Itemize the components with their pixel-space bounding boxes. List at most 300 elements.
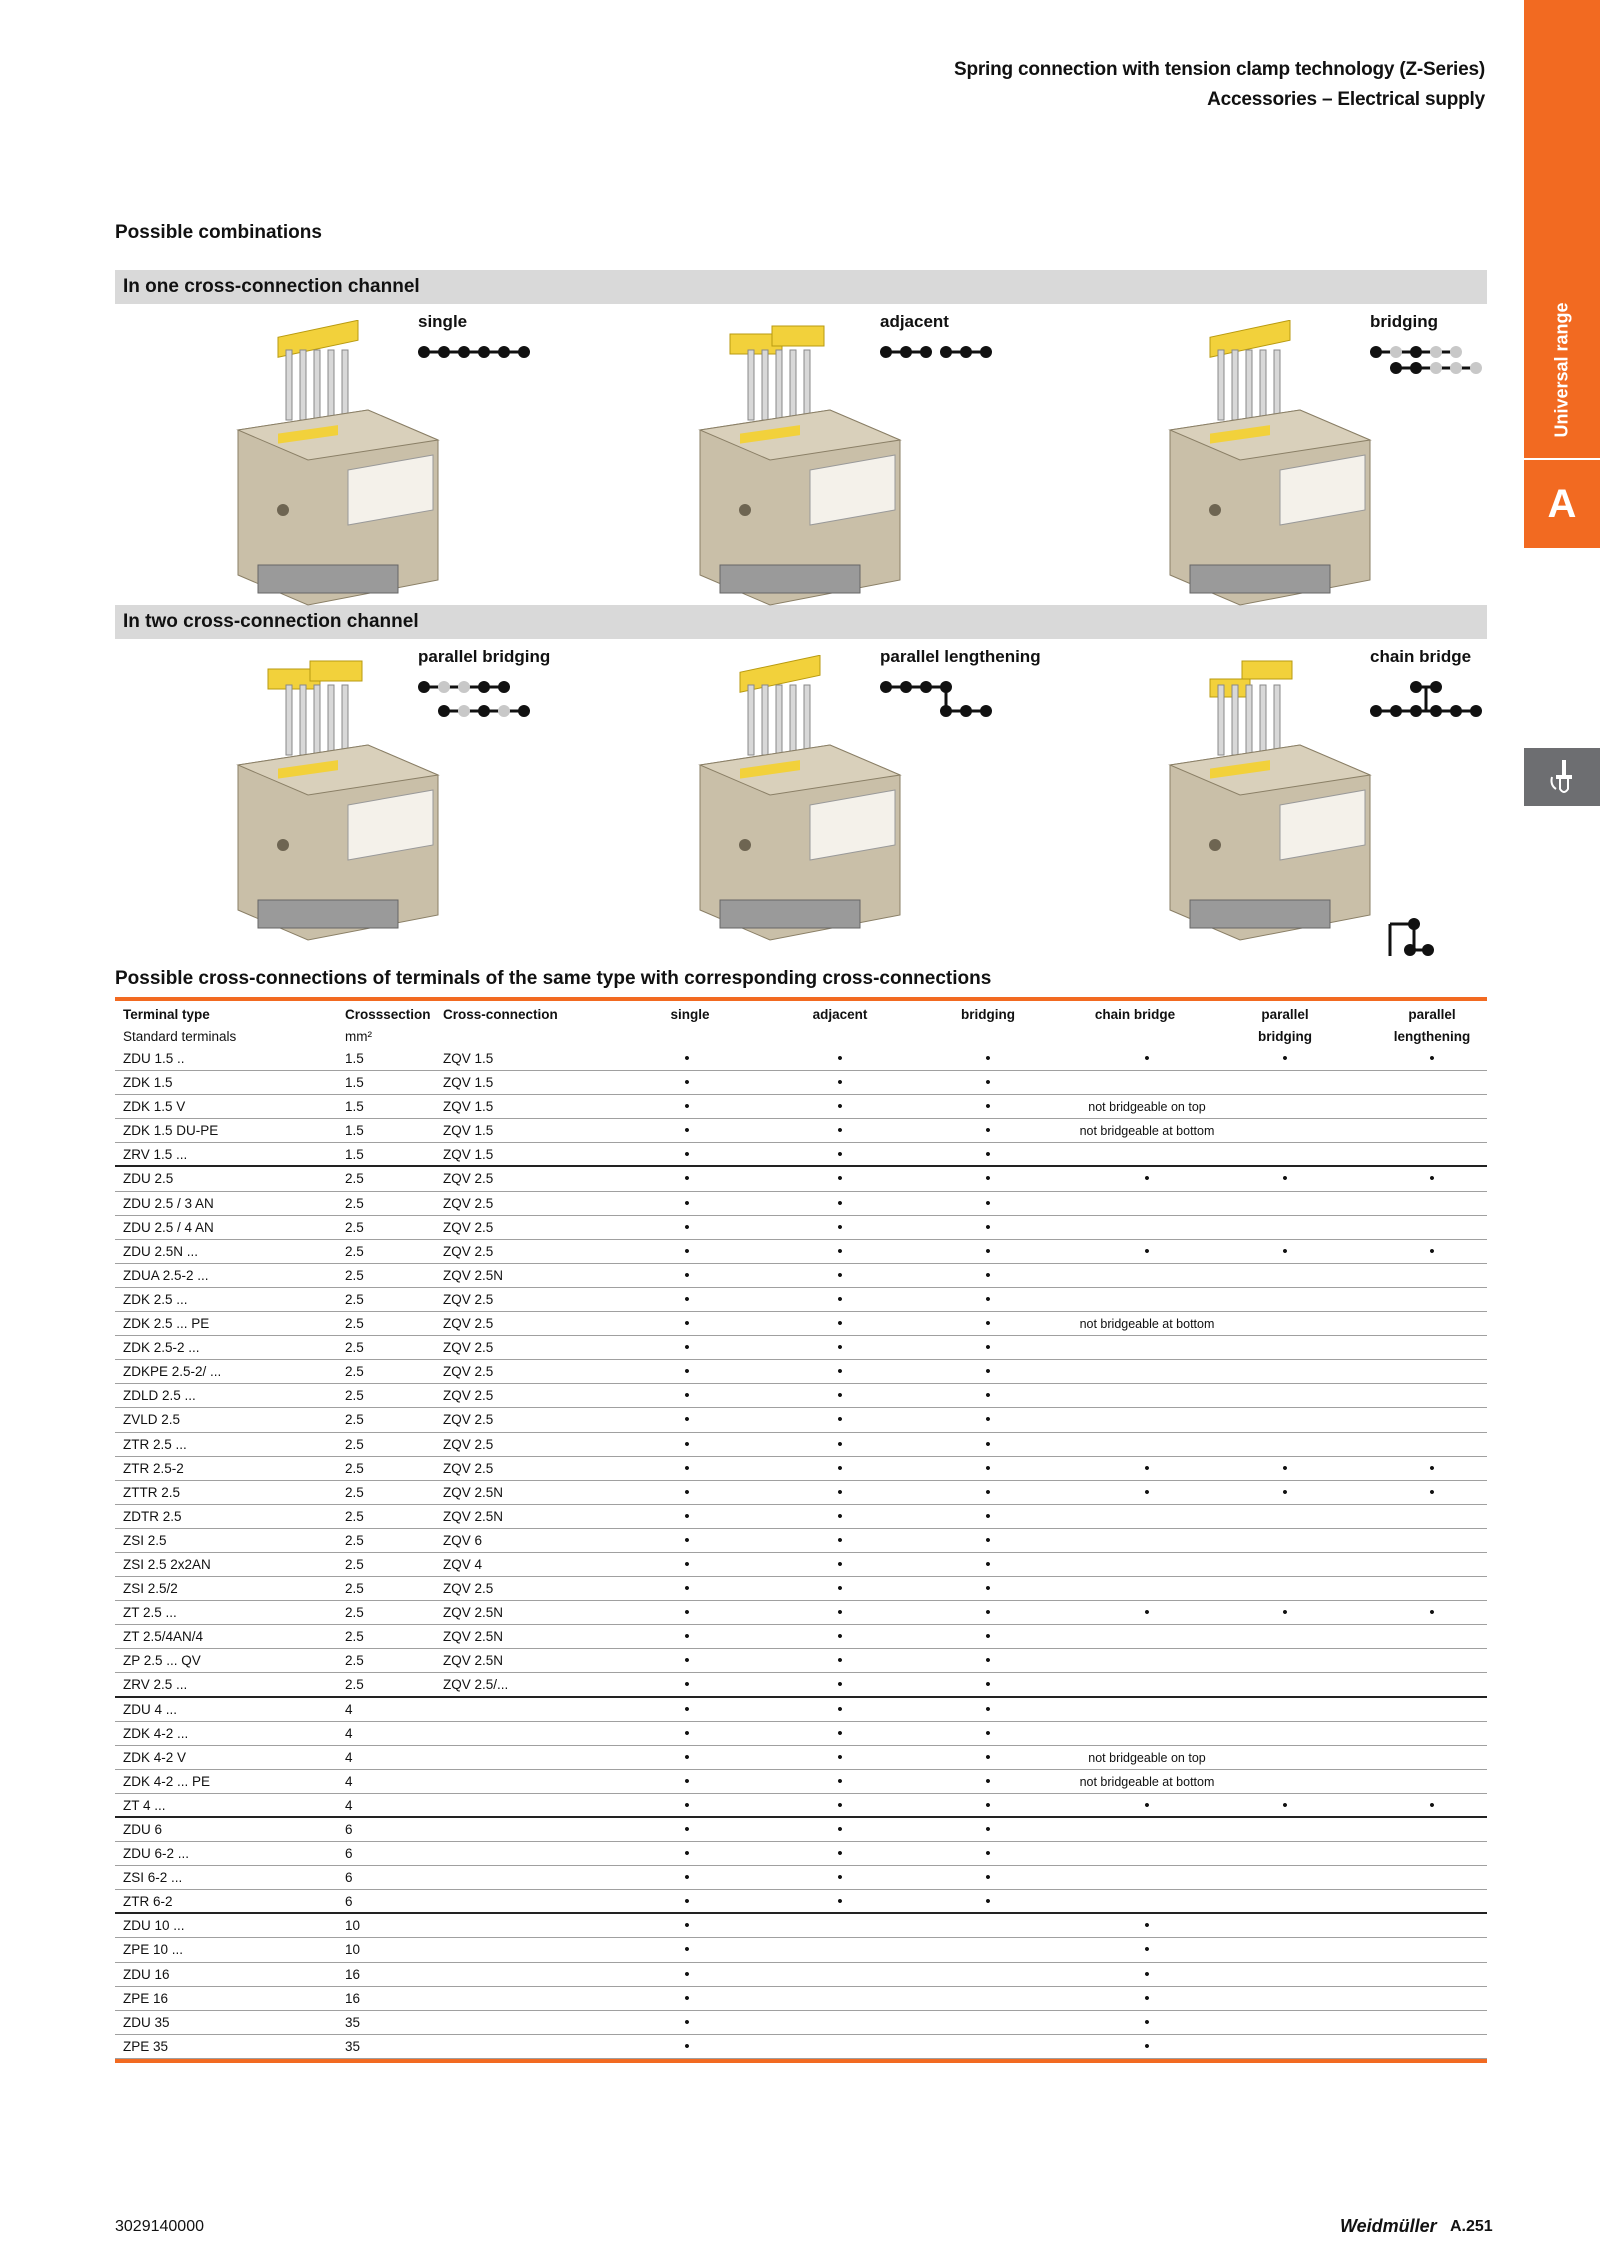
cell-bridging: • [985,1315,991,1333]
cell-parallel-lengthening: • [1429,1483,1435,1501]
cell-crosssection: 6 [345,1822,353,1837]
page-header [954,55,1485,115]
cell-terminal-type: ZSI 2.5 [123,1532,167,1548]
cell-crosssection: 2.5 [345,1581,364,1597]
table-row [115,1119,1487,1143]
table-row [115,2035,1487,2059]
cell-crosssection: 2.5 [345,1195,364,1211]
connection-schematic-icon [880,342,1000,391]
cell-terminal-type: ZDU 2.5 / 3 AN [123,1195,214,1211]
cell-adjacent: • [837,1290,843,1308]
cell-bridging: • [985,1628,991,1646]
page-number: A.251 [1450,2218,1493,2235]
table-header [115,1001,1487,1047]
cell-adjacent: • [837,1772,843,1790]
cell-single: • [684,2013,690,2031]
th-parallel-bridging: parallel [1261,1007,1309,1022]
cell-cross-connection: ZQV 6 [443,1532,483,1548]
table-bottom-rule [115,2059,1487,2063]
cell-adjacent: • [837,1604,843,1622]
cell-terminal-type: ZDU 2.5 [123,1171,174,1187]
cell-single: • [684,2037,690,2055]
cell-crosssection: 2.5 [345,1243,364,1259]
cell-adjacent: • [837,1074,843,1092]
cell-adjacent: • [837,1363,843,1381]
cell-terminal-type: ZDK 1.5 [123,1075,173,1091]
cell-bridging: • [985,1700,991,1718]
cell-cross-connection: ZQV 2.5 [443,1291,494,1307]
table-body [115,1047,1487,2059]
cell-crosssection: 6 [345,1870,353,1886]
cell-cross-connection: ZQV 2.5N [443,1653,504,1669]
table-row [115,1264,1487,1288]
combo-label: adjacent [880,312,949,331]
table-row [115,1770,1487,1794]
table-row [115,1457,1487,1481]
cell-parallel-bridging: • [1282,1604,1288,1622]
cell-chain-bridge: • [1144,1483,1150,1501]
cell-parallel-lengthening: • [1429,1242,1435,1260]
cell-cross-connection: ZQV 2.5N [443,1267,504,1283]
cell-cross-connection: ZQV 2.5N [443,1484,504,1500]
cell-single: • [684,1676,690,1694]
cell-terminal-type: ZDUA 2.5-2 ... [123,1267,209,1283]
cell-cross-connection: ZQV 2.5N [443,1629,504,1645]
th-parallel-lengthening-2: lengthening [1393,1029,1471,1044]
cell-bridging: • [985,1290,991,1308]
table-row [115,1071,1487,1095]
cell-cross-connection: ZQV 2.5 [443,1195,494,1211]
cell-single: • [684,1845,690,1863]
cell-crosssection: 6 [345,1894,353,1910]
band-one-channel: In one cross-connection channel [115,270,1487,304]
table-row [115,1408,1487,1432]
cell-single: • [684,1917,690,1935]
cell-crosssection: 4 [345,1749,353,1765]
cell-cross-connection: ZQV 1.5 [443,1075,494,1091]
table-row [115,1625,1487,1649]
cell-cross-connection: ZQV 2.5 [443,1436,494,1452]
cell-crosssection: 4 [345,1773,353,1789]
th-adjacent: adjacent [812,1007,868,1022]
cell-single: • [684,1170,690,1188]
table-row [115,1794,1487,1818]
cell-terminal-type: ZSI 2.5 2x2AN [123,1556,211,1572]
cell-crosssection: 2.5 [345,1484,364,1500]
table-row [115,1192,1487,1216]
cell-terminal-type: ZDU 6-2 ... [123,1846,190,1862]
cell-cross-connection: ZQV 2.5 [443,1412,494,1428]
cell-chain-bridge: • [1144,1604,1150,1622]
cell-crosssection: 2.5 [345,1532,364,1548]
cell-adjacent: • [837,1122,843,1140]
cell-bridging: • [985,1242,991,1260]
cell-crosssection: 2.5 [345,1340,364,1356]
cell-single: • [684,1290,690,1308]
table-row [115,1601,1487,1625]
cell-bridging: • [985,1122,991,1140]
cell-terminal-type: ZTR 2.5-2 [123,1460,184,1476]
table-row [115,1818,1487,1842]
table-row [115,1842,1487,1866]
cell-single: • [684,1700,690,1718]
table-row [115,1722,1487,1746]
cell-chain-bridge: • [1144,1170,1150,1188]
cell-terminal-type: ZSI 2.5/2 [123,1581,178,1597]
cell-chain-bridge: • [1144,1941,1150,1959]
side-tab-letter: A [1524,458,1600,527]
table-row [115,1240,1487,1264]
cell-crosssection: 2.5 [345,1364,364,1380]
cell-terminal-type: ZSI 6-2 ... [123,1870,183,1886]
cell-crosssection: 6 [345,1846,353,1862]
cell-bridging: • [985,1748,991,1766]
cell-terminal-type: ZDK 2.5 ... PE [123,1316,210,1332]
table-row [115,1047,1487,1071]
cell-adjacent: • [837,1435,843,1453]
cell-crosssection: 2.5 [345,1508,364,1524]
cell-chain-bridge: • [1144,2037,1150,2055]
table-row [115,1673,1487,1697]
cell-crosssection: 2.5 [345,1460,364,1476]
cell-crosssection: 16 [345,1990,361,2006]
cell-parallel-bridging: • [1282,1242,1288,1260]
cell-bridging: • [985,1098,991,1116]
cell-single: • [684,1122,690,1140]
cell-adjacent: • [837,1315,843,1333]
cell-terminal-type: ZDK 2.5-2 ... [123,1340,200,1356]
cell-single: • [684,1459,690,1477]
cell-bridging: • [985,1604,991,1622]
cell-single: • [684,1242,690,1260]
cell-chain-bridge: • [1144,2013,1150,2031]
cell-parallel-lengthening: • [1429,1604,1435,1622]
cell-terminal-type: ZPE 35 [123,2038,169,2054]
table-row [115,1577,1487,1601]
cell-adjacent: • [837,1411,843,1429]
cell-parallel-bridging: • [1282,1796,1288,1814]
cell-crosssection: 4 [345,1725,353,1741]
cell-terminal-type: ZDU 6 [123,1822,163,1837]
cell-adjacent: • [837,1676,843,1694]
cell-terminal-type: ZRV 2.5 ... [123,1677,188,1693]
cell-cross-connection: ZQV 2.5 [443,1388,494,1404]
table-row [115,1553,1487,1577]
cell-parallel-bridging: • [1282,1170,1288,1188]
cell-chain-bridge: • [1144,1242,1150,1260]
table-row [115,1216,1487,1240]
table-row [115,1963,1487,1987]
cell-cross-connection: ZQV 1.5 [443,1051,494,1066]
table-row [115,1698,1487,1722]
cell-terminal-type: ZRV 1.5 ... [123,1147,188,1163]
cell-single: • [684,1965,690,1983]
cell-bridging: • [985,1435,991,1453]
chain-bridge-detail-icon [1388,916,1438,965]
cell-single: • [684,1074,690,1092]
cell-adjacent: • [837,1580,843,1598]
cell-single: • [684,1628,690,1646]
cell-terminal-type: ZDKPE 2.5-2/ ... [123,1364,222,1380]
cell-cross-connection: ZQV 1.5 [443,1147,494,1163]
cell-single: • [684,1821,690,1838]
cell-terminal-type: ZDK 4-2 ... PE [123,1773,211,1789]
cell-parallel-bridging: • [1282,1050,1288,1067]
cell-single: • [684,1555,690,1573]
cell-crosssection: 1.5 [345,1099,364,1115]
cell-crosssection: 2.5 [345,1629,364,1645]
cell-bridging: • [985,1507,991,1525]
cell-single: • [684,1748,690,1766]
cell-terminal-type: ZTR 2.5 ... [123,1436,187,1452]
cell-bridging: • [985,1676,991,1694]
cell-adjacent: • [837,1845,843,1863]
connection-schematic-icon [1370,677,1490,726]
cell-cross-connection: ZQV 1.5 [443,1099,494,1115]
cell-single: • [684,1146,690,1164]
table-row [115,1360,1487,1384]
cell-crosssection: 4 [345,1797,353,1813]
cell-bridging: • [985,1772,991,1790]
cell-crosssection: 2.5 [345,1436,364,1452]
cell-single: • [684,1483,690,1501]
cell-bridging: • [985,1363,991,1381]
cell-terminal-type: ZTR 6-2 [123,1894,173,1910]
cell-single: • [684,1724,690,1742]
cell-terminal-type: ZDU 1.5 .. [123,1051,185,1066]
cell-bridging: • [985,1459,991,1477]
header-line1: Spring connection with tension clamp technology (Z-Series) [953,59,1485,80]
cell-bridging: • [985,1893,991,1911]
cell-terminal-type: ZDK 1.5 DU-PE [123,1123,219,1139]
connection-schematic-icon [880,677,1000,726]
cell-terminal-type: ZT 4 ... [123,1797,166,1813]
table-row [115,2011,1487,2035]
combo-label: chain bridge [1370,647,1472,666]
cell-single: • [684,1387,690,1405]
table-row [115,1336,1487,1360]
cell-crosssection: 10 [345,1942,361,1958]
cell-parallel-bridging: • [1282,1483,1288,1501]
cell-terminal-type: ZDK 2.5 ... [123,1291,188,1307]
th-parallel-lengthening: parallel [1408,1007,1456,1022]
connection-schematic-icon [1370,342,1490,391]
cell-terminal-type: ZVLD 2.5 [123,1412,181,1428]
screwdriver-icon [1542,757,1582,797]
cell-terminal-type: ZT 2.5 ... [123,1605,177,1621]
table-row [115,1746,1487,1770]
cell-single: • [684,1580,690,1598]
cell-adjacent: • [837,1628,843,1646]
cell-adjacent: • [837,1459,843,1477]
combo-label: parallel bridging [418,647,551,666]
cell-terminal-type: ZTTR 2.5 [123,1484,181,1500]
cell-adjacent: • [837,1893,843,1911]
cell-chain-bridge: • [1144,1989,1150,2007]
cell-single: • [684,1796,690,1814]
th-chain-bridge: chain bridge [1094,1007,1176,1022]
th-parallel-bridging-2: bridging [1258,1029,1312,1044]
cell-cross-connection: ZQV 2.5 [443,1219,494,1235]
table-row [115,1288,1487,1312]
cell-parallel-bridging: • [1282,1459,1288,1477]
table-row [115,1143,1487,1167]
cell-crosssection: 2.5 [345,1677,364,1693]
cell-bridging: • [985,1266,991,1284]
cell-single: • [684,1266,690,1284]
brand-logo: Weidmüller [1340,2216,1437,2236]
th-unit: mm² [345,1029,372,1044]
cell-cross-connection: ZQV 2.5 [443,1460,494,1476]
table-row [115,1649,1487,1673]
cell-bridging: • [985,1146,991,1164]
tool-tab[interactable] [1524,748,1600,806]
cell-single: • [684,1869,690,1887]
cell-cross-connection: ZQV 2.5 [443,1316,494,1332]
cell-single: • [684,1604,690,1622]
combo-label: parallel lengthening [880,647,1041,666]
cell-bridging: • [985,1411,991,1429]
combinations-title: Possible combinations [115,222,322,243]
cell-adjacent: • [837,1869,843,1887]
table-row [115,1384,1487,1408]
side-tab-label: Universal range [1551,302,1572,438]
cell-single: • [684,1435,690,1453]
cell-single: • [684,1098,690,1116]
band-two-channels: In two cross-connection channel [115,605,1487,639]
cell-chain-bridge-note: not bridgeable on top [1088,1750,1206,1765]
cell-bridging: • [985,1050,991,1067]
cell-crosssection: 1.5 [345,1075,364,1091]
table-row [115,1433,1487,1457]
cell-adjacent: • [837,1339,843,1357]
cell-chain-bridge: • [1144,1965,1150,1983]
cell-cross-connection: ZQV 2.5 [443,1364,494,1380]
cell-adjacent: • [837,1098,843,1116]
cell-single: • [684,1531,690,1549]
cell-adjacent: • [837,1266,843,1284]
cell-crosssection: 2.5 [345,1605,364,1621]
cell-chain-bridge-note: not bridgeable at bottom [1079,1124,1215,1139]
cell-adjacent: • [837,1700,843,1718]
table-title: Possible cross-connections of terminals of the same type with corresponding cross-connections [115,968,992,989]
cell-terminal-type: ZDK 1.5 V [123,1099,186,1115]
table-row [115,1938,1487,1962]
table-row [115,1095,1487,1119]
th-standard-terminals: Standard terminals [123,1029,237,1044]
article-number: 3029140000 [115,2218,204,2235]
cell-single: • [684,1893,690,1911]
cell-adjacent: • [837,1170,843,1188]
header-line2: Accessories – Electrical supply [1207,89,1485,110]
cell-adjacent: • [837,1050,843,1067]
cell-adjacent: • [837,1748,843,1766]
th-crosssection: Crosssection [345,1007,431,1022]
cell-crosssection: 1.5 [345,1147,364,1163]
th-single: single [670,1007,710,1022]
cell-terminal-type: ZDTR 2.5 [123,1508,182,1524]
cell-adjacent: • [837,1507,843,1525]
cell-adjacent: • [837,1796,843,1814]
cell-chain-bridge: • [1144,1050,1150,1067]
cell-bridging: • [985,1796,991,1814]
cell-bridging: • [985,1194,991,1212]
connection-schematic-icon [418,342,538,391]
cell-cross-connection: ZQV 1.5 [443,1123,494,1139]
cell-bridging: • [985,1218,991,1236]
cell-bridging: • [985,1555,991,1573]
cell-bridging: • [985,1869,991,1887]
cell-cross-connection: ZQV 2.5 [443,1243,494,1259]
cell-crosssection: 10 [345,1918,361,1934]
cell-terminal-type: ZDU 35 [123,2014,170,2030]
table-row [115,1890,1487,1914]
cell-single: • [684,1315,690,1333]
cell-adjacent: • [837,1724,843,1742]
cell-cross-connection: ZQV 2.5 [443,1340,494,1356]
cell-crosssection: 4 [345,1701,353,1717]
cell-crosssection: 2.5 [345,1556,364,1572]
cell-crosssection: 2.5 [345,1412,364,1428]
cell-terminal-type: ZDLD 2.5 ... [123,1388,196,1404]
th-cross-connection: Cross-connection [443,1007,558,1022]
cell-bridging: • [985,1724,991,1742]
cell-crosssection: 2.5 [345,1219,364,1235]
cell-terminal-type: ZPE 10 ... [123,1942,184,1958]
cell-crosssection: 2.5 [345,1653,364,1669]
cell-single: • [684,1941,690,1959]
combo-label: bridging [1370,312,1438,331]
cell-crosssection: 2.5 [345,1388,364,1404]
cell-bridging: • [985,1339,991,1357]
cell-single: • [684,1772,690,1790]
cell-bridging: • [985,1387,991,1405]
cell-crosssection: 2.5 [345,1267,364,1283]
cell-adjacent: • [837,1531,843,1549]
cell-crosssection: 35 [345,2038,361,2054]
cell-bridging: • [985,1580,991,1598]
cell-single: • [684,1989,690,2007]
cell-adjacent: • [837,1194,843,1212]
cell-crosssection: 2.5 [345,1171,364,1187]
cell-adjacent: • [837,1242,843,1260]
cell-crosssection: 2.5 [345,1316,364,1332]
cell-adjacent: • [837,1652,843,1670]
cell-terminal-type: ZPE 16 [123,1990,169,2006]
combo-label: single [418,312,468,331]
cell-single: • [684,1339,690,1357]
cell-single: • [684,1218,690,1236]
cell-single: • [684,1652,690,1670]
cell-chain-bridge: • [1144,1917,1150,1935]
cell-single: • [684,1363,690,1381]
cell-bridging: • [985,1821,991,1838]
cell-terminal-type: ZP 2.5 ... QV [123,1653,201,1669]
connection-schematic-icon [418,677,538,726]
cell-parallel-lengthening: • [1429,1170,1435,1188]
cell-bridging: • [985,1074,991,1092]
cell-parallel-lengthening: • [1429,1459,1435,1477]
cell-terminal-type: ZDU 4 ... [123,1701,178,1717]
cell-chain-bridge: • [1144,1796,1150,1814]
cell-crosssection: 35 [345,2014,361,2030]
table-row [115,1914,1487,1938]
cell-cross-connection: ZQV 2.5 [443,1581,494,1597]
table-row [115,1505,1487,1529]
cell-cross-connection: ZQV 4 [443,1556,483,1572]
cell-bridging: • [985,1652,991,1670]
section-side-tab[interactable] [1524,0,1600,548]
